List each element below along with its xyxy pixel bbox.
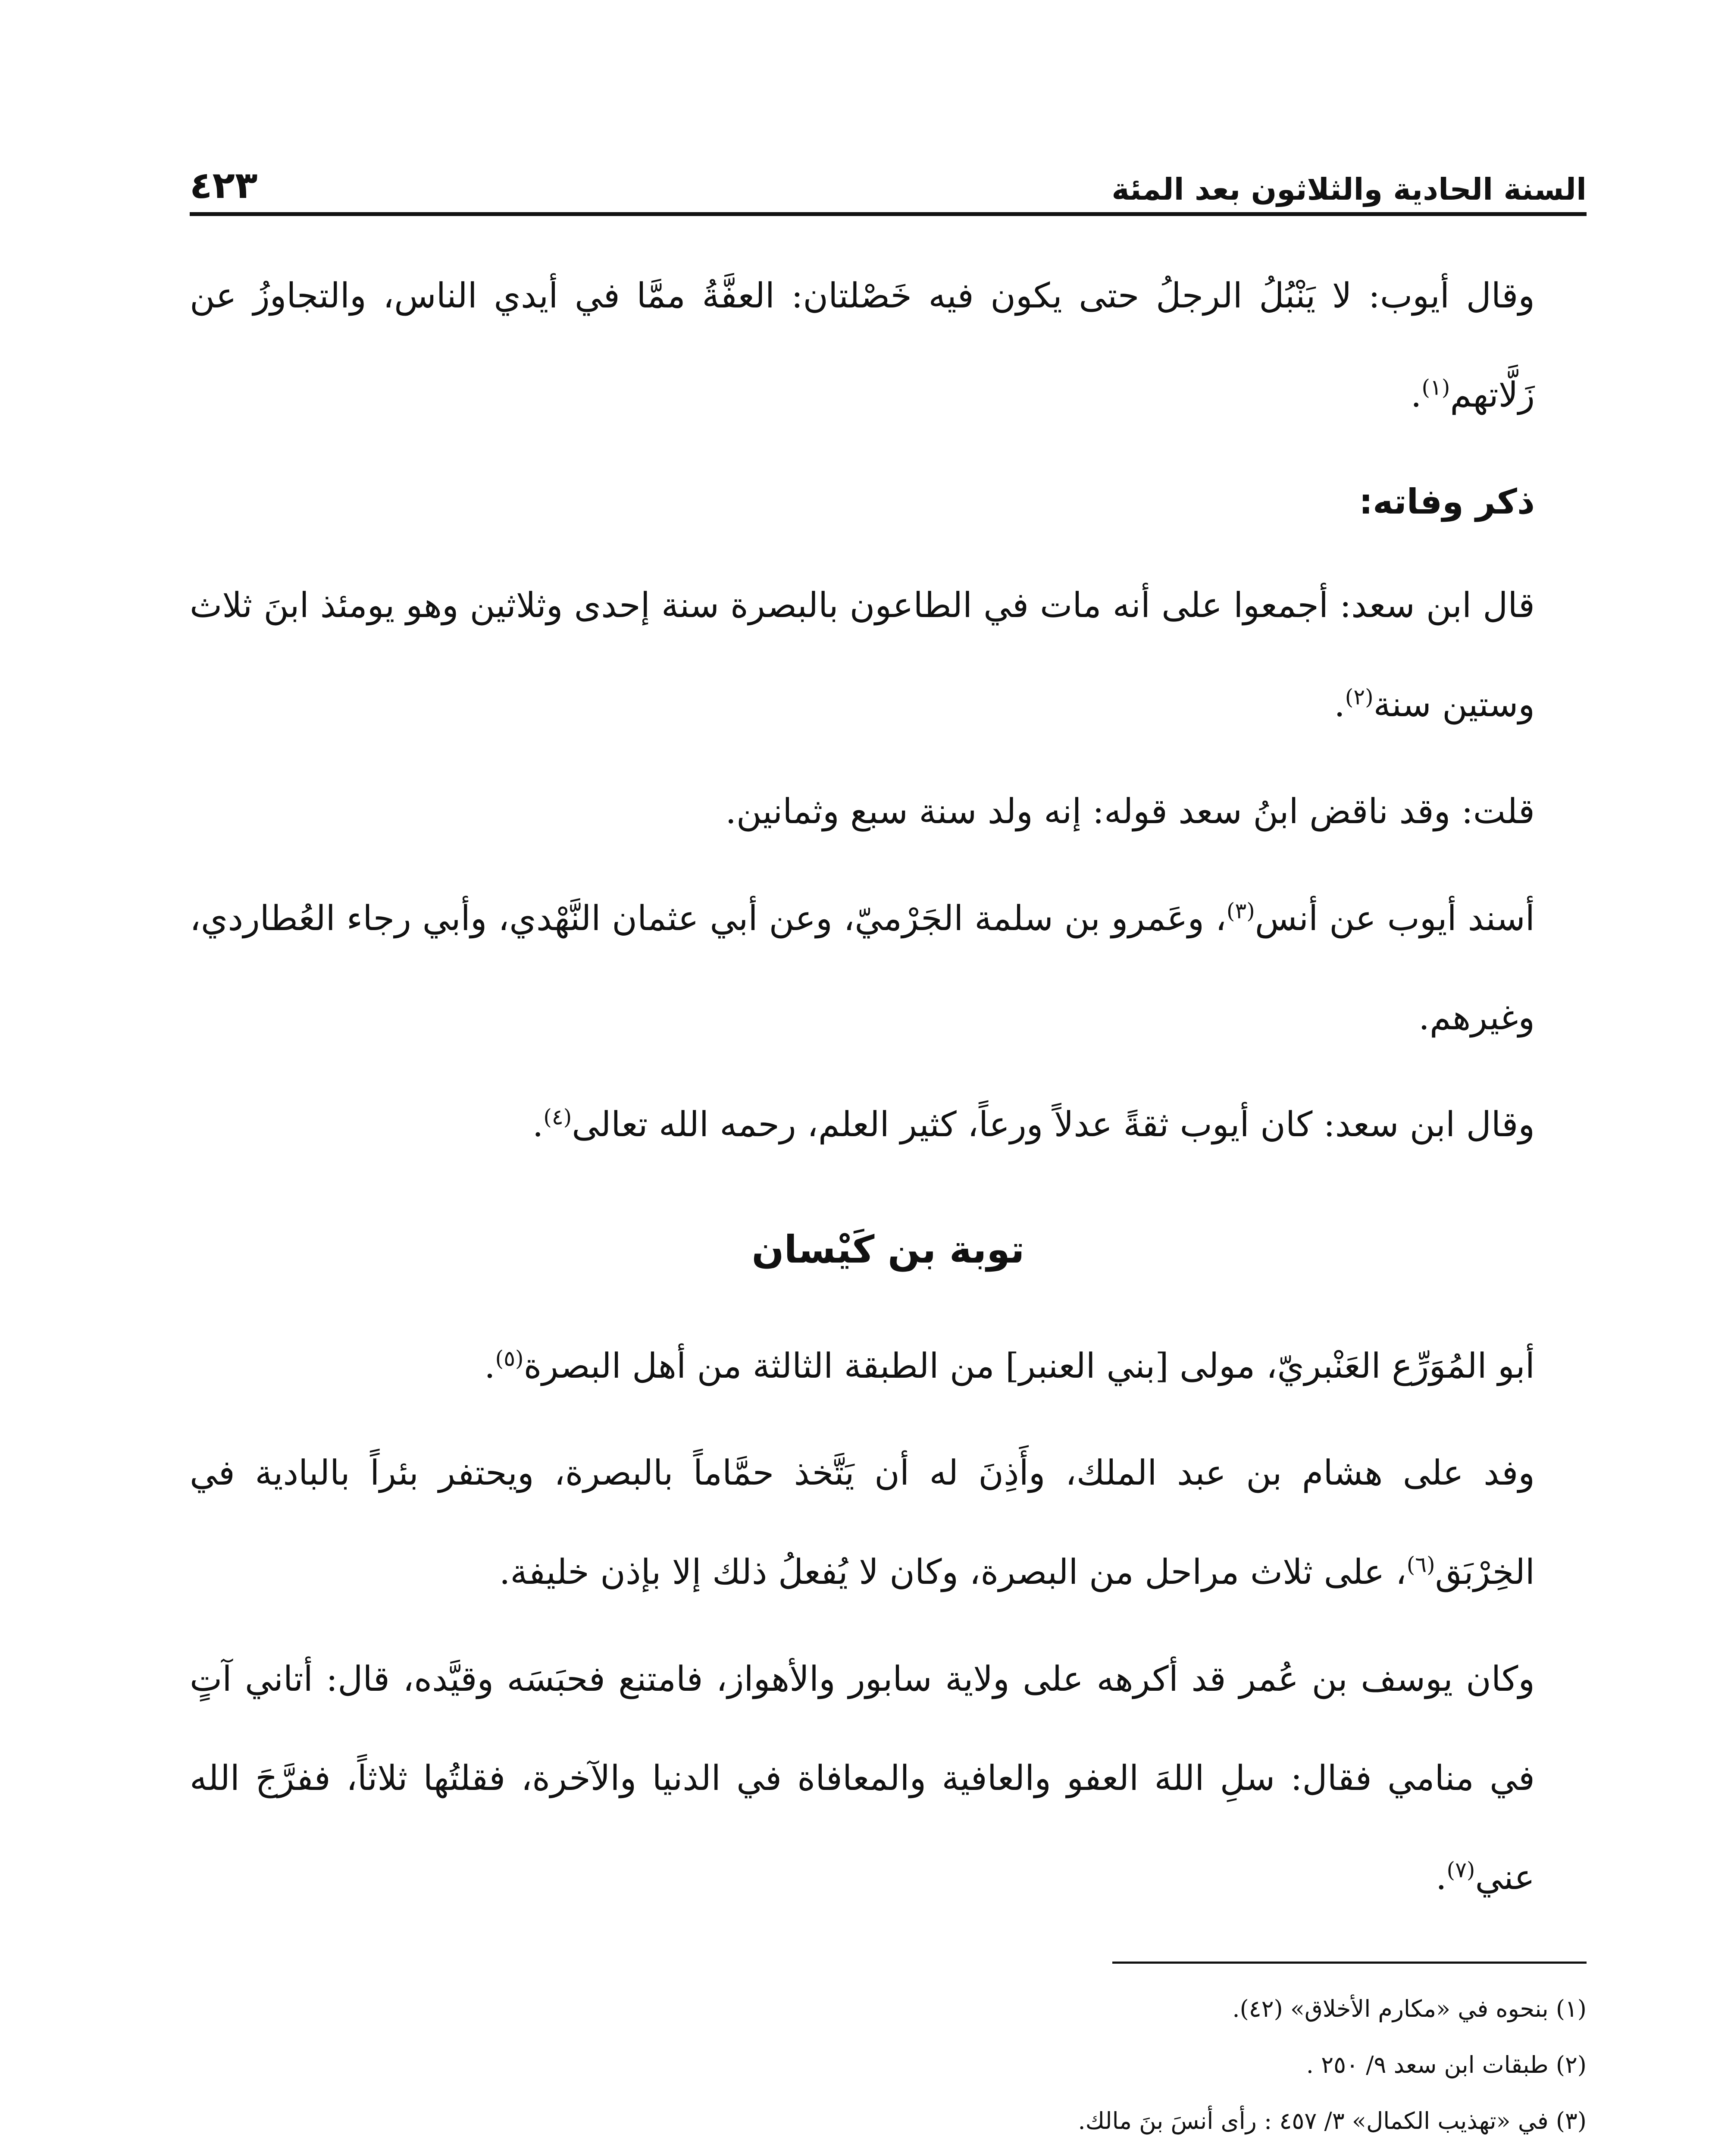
- paragraph-text: وكان يوسف بن عُمر قد أكرهه على ولاية سابور والأهواز، فامتنع فحبَسَه وقيَّده، قال: أتاني آتٍ في منامي فقال: سلِ اللهَ العفو والعافية والمعافاة في الدنيا والآخرة، فقلتُها ثلاثاً، ففرَّجَ الله عني: [190, 1659, 1535, 1897]
- page-number: ٤٢٣: [190, 164, 258, 207]
- running-head: [190, 142, 1587, 216]
- section-title: توبة بن كَيْسان: [751, 1227, 1025, 1272]
- paragraph-text: قال ابن سعد: أجمعوا على أنه مات في الطاعون بالبصرة سنة إحدى وثلاثين وهو يومئذ ابنَ ثلاث وستين سنة: [190, 585, 1535, 724]
- paragraph-text: وقال أيوب: لا يَنْبُلُ الرجلُ حتى يكون فيه خَصْلتان: العفَّةُ ممَّا في أيدي الناس، والتجاوزُ عن زَلَّاتهم: [190, 276, 1535, 415]
- paragraph-text: قلت: وقد ناقض ابنُ سعد قوله: إنه ولد سنة سبع وثمانين.: [725, 791, 1535, 831]
- footnote-marker: (٤): [543, 1104, 572, 1130]
- paragraph-text: أسند أيوب عن أنس: [1255, 898, 1535, 938]
- paragraph: [190, 1423, 1587, 1622]
- paragraph-text: ، وعَمرو بن سلمة الجَرْميّ، وعن أبي عثمان النَّهْدي، وأبي رجاء العُطاردي، وغيرهم.: [190, 898, 1535, 1037]
- paragraph: قال ابن سعد: أجمعوا على أنه مات في الطاعون بالبصرة سنة إحدى وثلاثين وهو يومئذ ابنَ ثلاث وستين سنة$^{(٢)}$.: [190, 585, 1535, 724]
- footnote: (٣) في «تهذيب الكمال» ٣/ ٤٥٧ : رأى أنسَ بنَ مالك.: [1078, 2107, 1587, 2134]
- footnotes-section: [190, 1962, 1587, 2156]
- main-text: [190, 246, 1587, 1927]
- footnote-marker: (٢): [1345, 684, 1374, 710]
- footnote-list: [190, 1981, 1587, 2156]
- paragraph: وقال أيوب: لا يَنْبُلُ الرجلُ حتى يكون فيه خَصْلتان: العفَّةُ ممَّا في أيدي الناس، والتجاوزُ عن زَلَّاتهم$^{(١)}$.: [190, 276, 1535, 415]
- paragraph-text: وقال ابن سعد: كان أيوب ثقةً عدلاً ورعاً، كثير العلم، رحمه الله تعالى: [572, 1104, 1535, 1144]
- footnote: (٢) طبقات ابن سعد ٩/ ٢٥٠ .: [1306, 2051, 1587, 2078]
- paragraph: وقال ابن سعد: كان أيوب ثقةً عدلاً ورعاً، كثير العلم، رحمه الله تعالى$^{(٤)}$.: [532, 1104, 1535, 1144]
- paragraph: وكان يوسف بن عُمر قد أكرهه على ولاية سابور والأهواز، فامتنع فحبَسَه وقيَّده، قال: أتاني آتٍ في منامي فقال: سلِ اللهَ العفو والعافية والمعافاة في الدنيا والآخرة، فقلتُها ثلاثاً، ففرَّجَ الله عني$^{(٧)}$.: [190, 1659, 1535, 1897]
- footnote-marker: (١): [1421, 375, 1450, 400]
- footnote: (١) بنحوه في «مكارم الأخلاق» (٤٢).: [1232, 1995, 1587, 2022]
- paragraph: أبو المُوَرِّع العَنْبريّ، مولى [بني العنبر] من الطبقة الثالثة من أهل البصرة$^{(٥)}$.: [484, 1346, 1535, 1386]
- paragraph-text: ، على ثلاث مراحل من البصرة، وكان لا يُفعلُ ذلك إلا بإذن خليفة.: [499, 1552, 1407, 1592]
- footnote-marker: (٦): [1406, 1552, 1435, 1577]
- heading-death: ذكر وفاته:: [1359, 482, 1535, 522]
- footnote-marker: (٣): [1226, 898, 1255, 924]
- running-head-title: السنة الحادية والثلاثون بعد المئة: [1111, 172, 1587, 207]
- footnote: [190, 2149, 1587, 2156]
- book-page: [190, 142, 1587, 2156]
- paragraph-text: وفد على هشام بن عبد الملك، وأَذِنَ له أن يَتَّخذ حمَّاماً بالبصرة، ويحتفر بئراً بالبادية في الخِرْبَق: [190, 1453, 1535, 1592]
- paragraph-text: أبو المُوَرِّع العَنْبريّ، مولى [بني العنبر] من الطبقة الثالثة من أهل البصرة: [523, 1346, 1535, 1386]
- footnote-separator: [1112, 1962, 1587, 1977]
- paragraph: [190, 869, 1587, 1067]
- footnote-marker: (٥): [495, 1346, 524, 1371]
- paragraph: [190, 762, 1587, 861]
- footnote-marker: (٧): [1446, 1857, 1475, 1883]
